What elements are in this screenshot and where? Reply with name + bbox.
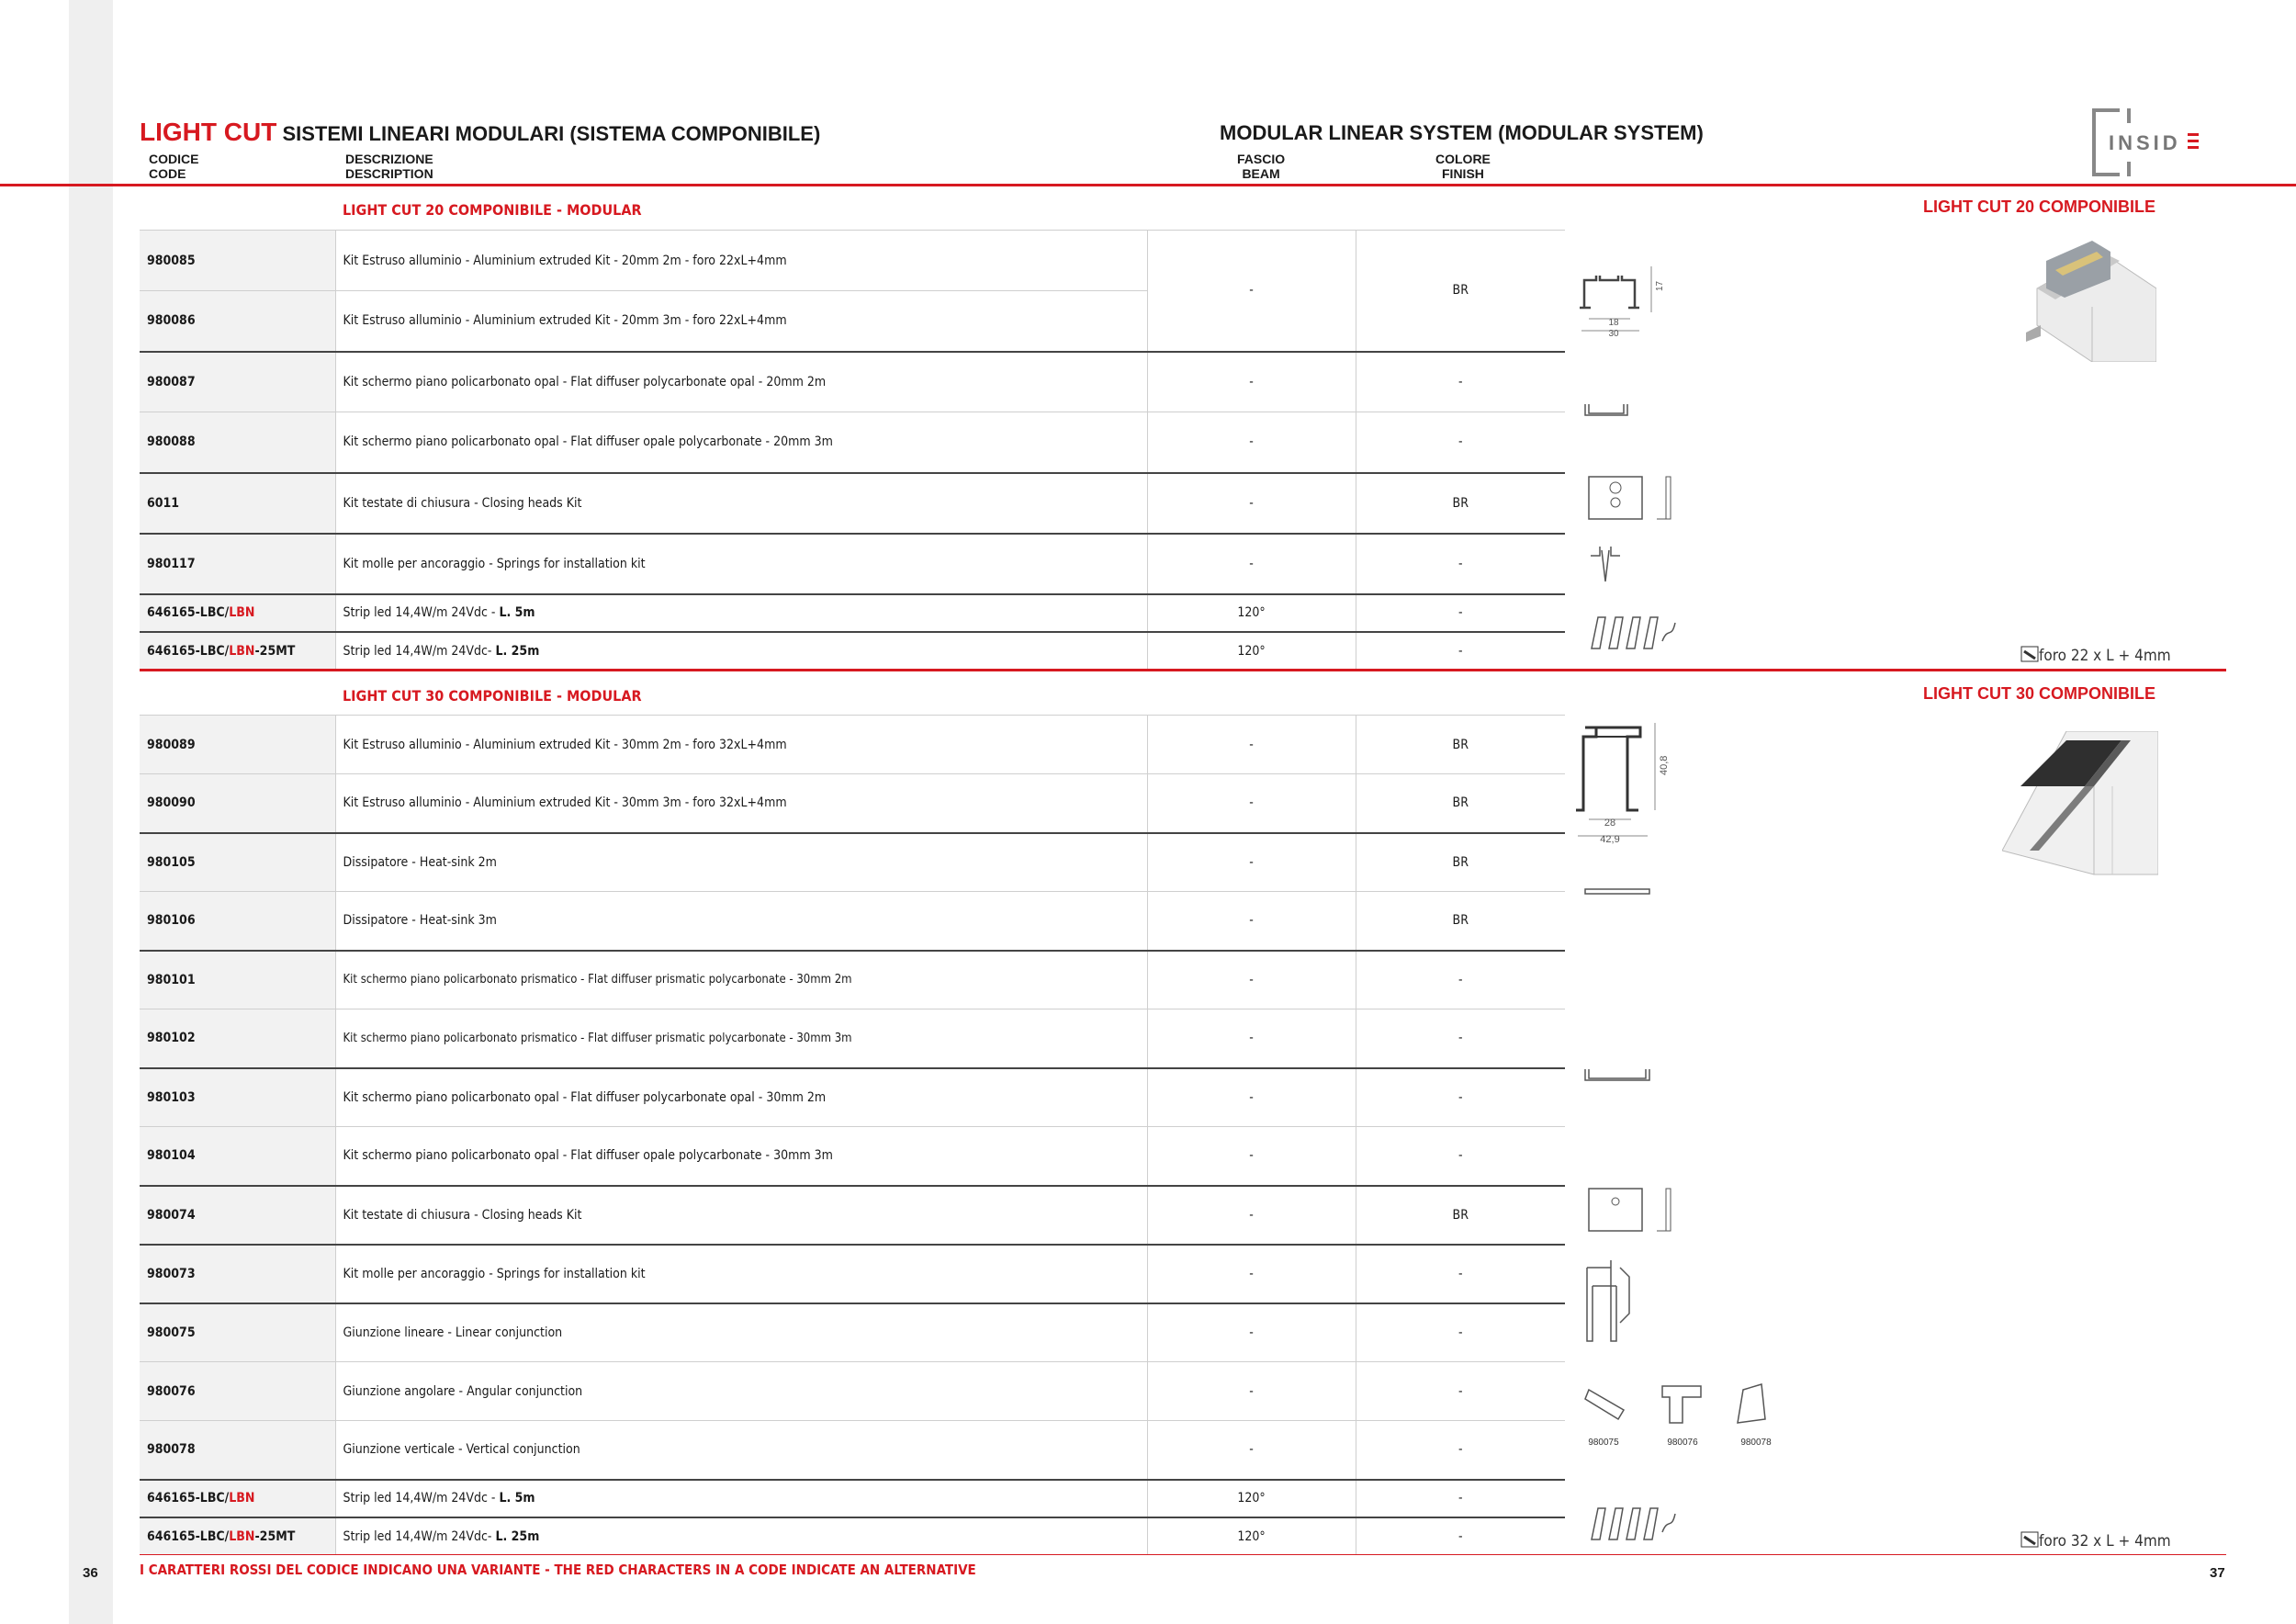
joint-label-linear: 980075 (1588, 1438, 1619, 1448)
header-rule (0, 184, 2296, 186)
table-row: 980105 Dissipatore - Heat-sink 2m - BR (140, 833, 1565, 892)
table-row: 980089 Kit Estruso alluminio - Aluminium extruded Kit - 30mm 2m - foro 32xL+4mm - BR (140, 716, 1565, 774)
section30-right-label: LIGHT CUT 30 COMPONIBILE (1922, 684, 2155, 703)
dim20-a: 18 (1608, 318, 1619, 328)
foro30-note: foro 32 x L + 4mm (2020, 1531, 2171, 1551)
product30-render (2002, 731, 2158, 878)
closing-heads30-drawing (1587, 1187, 1675, 1235)
table-row: 646165-LBC/LBN Strip led 14,4W/m 24Vdc - L. 5m 120° - (140, 1480, 1565, 1517)
hole-cut-icon (2020, 646, 2039, 662)
table-row: 980117 Kit molle per ancoraggio - Springs for installation kit - - (140, 534, 1565, 594)
page-number-right: 37 (2210, 1565, 2225, 1581)
footer-note: I CARATTERI ROSSI DEL CODICE INDICANO UNA VARIANTE - THE RED CHARACTERS IN A CODE INDICATE AN ALTERNATIVE (140, 1562, 976, 1578)
dim30-a: 28 (1604, 818, 1616, 829)
table-row: 980090 Kit Estruso alluminio - Aluminium extruded Kit - 30mm 3m - foro 32xL+4mm - BR (140, 774, 1565, 833)
diffuser30-drawing (1583, 1066, 1653, 1084)
table-row: 980102 Kit schermo piano policarbonato prismatico - Flat diffuser prismatic polycarbonate - 30mm 3m - - (140, 1009, 1565, 1068)
logo-text: INSID (2109, 131, 2181, 154)
table-row: 980088 Kit schermo piano policarbonato opal - Flat diffuser opale polycarbonate - 20mm 3m - - (140, 412, 1565, 473)
col-code-header: CODICE CODE (149, 152, 199, 181)
springs20-drawing (1589, 545, 1622, 583)
profile30-drawing (1576, 718, 1686, 847)
table-row: 980101 Kit schermo piano policarbonato prismatico - Flat diffuser prismatic polycarbonate - 30mm 2m - - (140, 951, 1565, 1009)
table-row: 980103 Kit schermo piano policarbonato opal - Flat diffuser polycarbonate opal - 30mm 2m - - (140, 1068, 1565, 1127)
section20-table (140, 230, 1565, 670)
table-row: 980087 Kit schermo piano policarbonato opal - Flat diffuser polycarbonate opal - 20mm 2m - - (140, 352, 1565, 412)
title-italian: SISTEMI LINEARI MODULARI (SISTEMA COMPONIBILE) (282, 122, 821, 145)
page-number-left: 36 (83, 1565, 98, 1581)
joint-label-vertical: 980078 (1740, 1438, 1772, 1448)
heatsink30-drawing (1583, 887, 1653, 897)
hole-cut-icon (2020, 1531, 2039, 1548)
table-row: 980078 Giunzione verticale - Vertical conjunction - - (140, 1421, 1565, 1480)
ledstrip20-drawing (1587, 614, 1679, 652)
table-row: 980076 Giunzione angolare - Angular conjunction - - (140, 1362, 1565, 1421)
profile20-drawing (1580, 262, 1681, 337)
closing-heads20-drawing (1587, 475, 1675, 523)
brand-name: LIGHT CUT (140, 118, 277, 146)
page-title (140, 118, 820, 147)
section20-label: LIGHT CUT 20 COMPONIBILE - MODULAR (343, 201, 642, 219)
footer-rule (140, 1554, 2226, 1555)
table-row: 980085 Kit Estruso alluminio - Aluminium extruded Kit - 20mm 2m - foro 22xL+4mm - BR (140, 231, 1565, 291)
section30-table (140, 715, 1565, 1555)
dim30-h: 40,8 (1659, 755, 1670, 775)
table-row: 980074 Kit testate di chiusura - Closing heads Kit - BR (140, 1186, 1565, 1245)
springs30-drawing (1583, 1258, 1638, 1347)
table-row: 980104 Kit schermo piano policarbonato opal - Flat diffuser opale polycarbonate - 30mm 3m - - (140, 1127, 1565, 1186)
section20-right-label: LIGHT CUT 20 COMPONIBILE (1922, 197, 2155, 216)
table-row: 980086 Kit Estruso alluminio - Aluminium extruded Kit - 20mm 3m - foro 22xL+4mm (140, 291, 1565, 352)
joints30-drawing (1581, 1382, 1793, 1456)
dim30-b: 42,9 (1600, 834, 1620, 845)
joint-label-angular: 980076 (1667, 1438, 1698, 1448)
table-row: 6011 Kit testate di chiusura - Closing heads Kit - BR (140, 473, 1565, 534)
table-row: 646165-LBC/LBN-25MT Strip led 14,4W/m 24Vdc- L. 25m 120° - (140, 1517, 1565, 1555)
table-row: 646165-LBC/LBN Strip led 14,4W/m 24Vdc - L. 5m 120° - (140, 594, 1565, 632)
table-row: 646165-LBC/LBN-25MT Strip led 14,4W/m 24Vdc- L. 25m 120° - (140, 632, 1565, 670)
product20-render (2019, 233, 2156, 362)
foro20-note: foro 22 x L + 4mm (2020, 646, 2171, 665)
col-beam-header: FASCIO BEAM (1237, 152, 1286, 181)
dim20-h: 17 (1655, 280, 1665, 291)
section30-label: LIGHT CUT 30 COMPONIBILE - MODULAR (343, 687, 642, 705)
binding-spine (69, 0, 113, 1624)
inside-logo (2092, 108, 2202, 176)
diffuser20-drawing (1583, 400, 1631, 419)
ledstrip30-drawing (1587, 1505, 1679, 1543)
section-divider (140, 669, 2226, 671)
title-english: MODULAR LINEAR SYSTEM (MODULAR SYSTEM) (1220, 121, 1704, 144)
table-row: 980075 Giunzione lineare - Linear conjunction - - (140, 1303, 1565, 1362)
table-row: 980106 Dissipatore - Heat-sink 3m - BR (140, 892, 1565, 951)
table-row: 980073 Kit molle per ancoraggio - Springs for installation kit - - (140, 1245, 1565, 1303)
col-desc-header: DESCRIZIONE DESCRIPTION (345, 152, 433, 181)
col-finish-header: COLORE FINISH (1435, 152, 1491, 181)
dim20-b: 30 (1608, 329, 1619, 337)
